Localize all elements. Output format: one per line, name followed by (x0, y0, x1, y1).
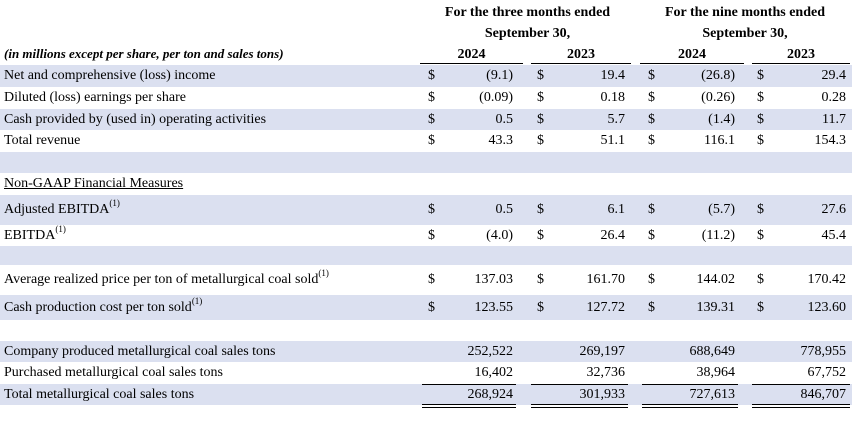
cell-q-2024: 137.03 (474, 272, 513, 287)
cell-q-2023: 19.4 (600, 68, 625, 83)
cell-9m-2023: 846,707 (800, 387, 846, 402)
cell-q-2023: 0.18 (600, 90, 625, 105)
currency-symbol: $ (648, 300, 655, 315)
currency-symbol: $ (757, 68, 764, 83)
currency-symbol: $ (537, 272, 544, 287)
currency-symbol: $ (757, 202, 764, 217)
row-label-text: Cash production cost per ton sold (4, 300, 192, 315)
row-label-text: Adjusted EBITDA (4, 202, 110, 217)
table-row (0, 65, 852, 87)
total-double-rule-q-2023 (531, 404, 628, 408)
row-label (4, 384, 194, 405)
currency-symbol: $ (428, 90, 435, 105)
table-row (0, 109, 852, 130)
currency-symbol: $ (648, 112, 655, 127)
units-caption: (in millions except per share, per ton and sales tons) (4, 46, 284, 61)
row-label-text: Cash provided by (used in) operating activities (4, 112, 267, 127)
cell-9m-2023: 170.42 (807, 272, 846, 287)
cell-9m-2024: (0.26) (701, 90, 735, 105)
cell-q-2024: 252,522 (467, 344, 513, 359)
year-header-9m-2024: 2024 (640, 45, 744, 64)
cell-9m-2023: 27.6 (821, 202, 846, 217)
year-header-q-2024: 2024 (420, 45, 523, 64)
currency-symbol: $ (428, 228, 435, 243)
row-label (4, 173, 183, 195)
currency-symbol: $ (648, 202, 655, 217)
currency-symbol: $ (428, 300, 435, 315)
cell-q-2023: 127.72 (586, 300, 625, 315)
footnote-marker: (1) (191, 296, 203, 306)
year-header-q-2023: 2023 (531, 45, 631, 64)
currency-symbol: $ (757, 112, 764, 127)
year-header-row (0, 45, 852, 65)
cell-9m-2023: 67,752 (807, 365, 846, 380)
cell-q-2024: (9.1) (486, 68, 513, 83)
cell-9m-2023: 778,955 (800, 344, 846, 359)
table-row (0, 225, 852, 246)
year-header-9m-2023: 2023 (752, 45, 850, 64)
total-double-rule-q-2024 (422, 404, 516, 408)
cell-q-2024: 268,924 (467, 387, 513, 402)
currency-symbol: $ (428, 133, 435, 148)
cell-q-2023: 32,736 (586, 365, 625, 380)
total-double-rule-9m-2023 (752, 404, 850, 408)
cell-q-2024: 123.55 (474, 300, 513, 315)
currency-symbol: $ (537, 133, 544, 148)
currency-symbol: $ (648, 133, 655, 148)
cell-q-2023: 51.1 (600, 133, 625, 148)
currency-symbol: $ (648, 90, 655, 105)
table-row (0, 87, 852, 109)
cell-9m-2023: 11.7 (822, 112, 846, 127)
row-label (4, 65, 216, 87)
row-label (4, 341, 276, 362)
subtotal-rule-9m-2024 (642, 384, 738, 385)
currency-symbol: $ (537, 90, 544, 105)
currency-symbol: $ (537, 228, 544, 243)
currency-symbol: $ (757, 133, 764, 148)
row-label (4, 87, 186, 109)
cell-9m-2024: 38,964 (696, 365, 735, 380)
row-label (4, 225, 66, 246)
row-label (4, 130, 80, 152)
currency-symbol: $ (757, 90, 764, 105)
table-row (0, 362, 852, 384)
cell-9m-2024: (1.4) (708, 112, 735, 127)
cell-q-2023: 269,197 (579, 344, 625, 359)
footnote-marker: (1) (109, 198, 120, 208)
currency-symbol: $ (428, 202, 435, 217)
cell-9m-2024: 116.1 (704, 133, 735, 148)
currency-symbol: $ (428, 112, 435, 127)
spacer-row (0, 246, 852, 265)
row-label (4, 109, 266, 130)
cell-9m-2023: 154.3 (814, 133, 846, 148)
row-label (4, 295, 202, 320)
header-nine-months: For the nine months ended September 30, (665, 5, 825, 41)
cell-9m-2024: (5.7) (708, 202, 735, 217)
subtotal-rule-9m-2023 (752, 384, 850, 385)
spacer-row (0, 152, 852, 173)
cell-9m-2024: 144.02 (696, 272, 735, 287)
cell-9m-2023: 45.4 (821, 228, 846, 243)
row-label-text: EBITDA (4, 228, 56, 243)
cell-q-2024: (4.0) (486, 228, 513, 243)
row-label (4, 195, 120, 225)
row-label-text: Company produced metallurgical coal sales tons (4, 344, 276, 359)
table-row (0, 384, 852, 405)
cell-9m-2023: 123.60 (807, 300, 846, 315)
row-label-text: Net and comprehensive (loss) income (4, 68, 216, 83)
spacer-row (0, 320, 852, 341)
cell-q-2023: 6.1 (607, 202, 625, 217)
currency-symbol: $ (648, 272, 655, 287)
currency-symbol: $ (757, 272, 764, 287)
cell-q-2024: 0.5 (495, 112, 513, 127)
total-double-rule-9m-2024 (642, 404, 738, 408)
row-label-text: Diluted (loss) earnings per share (4, 90, 186, 105)
table-row (0, 295, 852, 320)
currency-symbol: $ (757, 228, 764, 243)
cell-q-2024: 43.3 (488, 133, 513, 148)
table-row (0, 130, 852, 152)
cell-q-2023: 301,933 (579, 387, 625, 402)
subtotal-rule-q-2024 (422, 384, 516, 385)
header-three-months: For the three months ended September 30, (444, 5, 611, 41)
cell-9m-2024: 727,613 (689, 387, 735, 402)
currency-symbol: $ (648, 68, 655, 83)
row-label (4, 362, 223, 384)
row-label-text: Purchased metallurgical coal sales tons (4, 365, 224, 380)
cell-q-2024: 0.5 (495, 202, 513, 217)
table-row (0, 173, 852, 195)
row-label (4, 265, 329, 295)
table-row (0, 195, 852, 225)
cell-q-2023: 161.70 (586, 272, 625, 287)
row-label-text: Total metallurgical coal sales tons (4, 387, 195, 402)
row-label-text: Total revenue (4, 133, 81, 148)
cell-9m-2024: 688,649 (689, 344, 735, 359)
footnote-marker: (1) (55, 224, 66, 234)
cell-9m-2024: (11.2) (701, 228, 735, 243)
currency-symbol: $ (428, 68, 435, 83)
cell-q-2023: 5.7 (607, 112, 625, 127)
subtotal-rule-q-2023 (531, 384, 628, 385)
row-label-text: Non-GAAP Financial Measures (4, 176, 184, 191)
cell-q-2024: (0.09) (479, 90, 513, 105)
currency-symbol: $ (537, 202, 544, 217)
currency-symbol: $ (537, 300, 544, 315)
currency-symbol: $ (757, 300, 764, 315)
table-row (0, 341, 852, 362)
cell-9m-2023: 29.4 (821, 68, 846, 83)
cell-q-2023: 26.4 (600, 228, 625, 243)
cell-9m-2024: (26.8) (701, 68, 735, 83)
cell-9m-2023: 0.28 (821, 90, 846, 105)
currency-symbol: $ (648, 228, 655, 243)
footnote-marker: (1) (318, 268, 329, 278)
currency-symbol: $ (537, 112, 544, 127)
currency-symbol: $ (537, 68, 544, 83)
table-row (0, 265, 852, 295)
row-label-text: Average realized price per ton of metallurgical coal sold (4, 272, 319, 287)
cell-9m-2024: 139.31 (696, 300, 735, 315)
cell-q-2024: 16,402 (474, 365, 513, 380)
currency-symbol: $ (428, 272, 435, 287)
